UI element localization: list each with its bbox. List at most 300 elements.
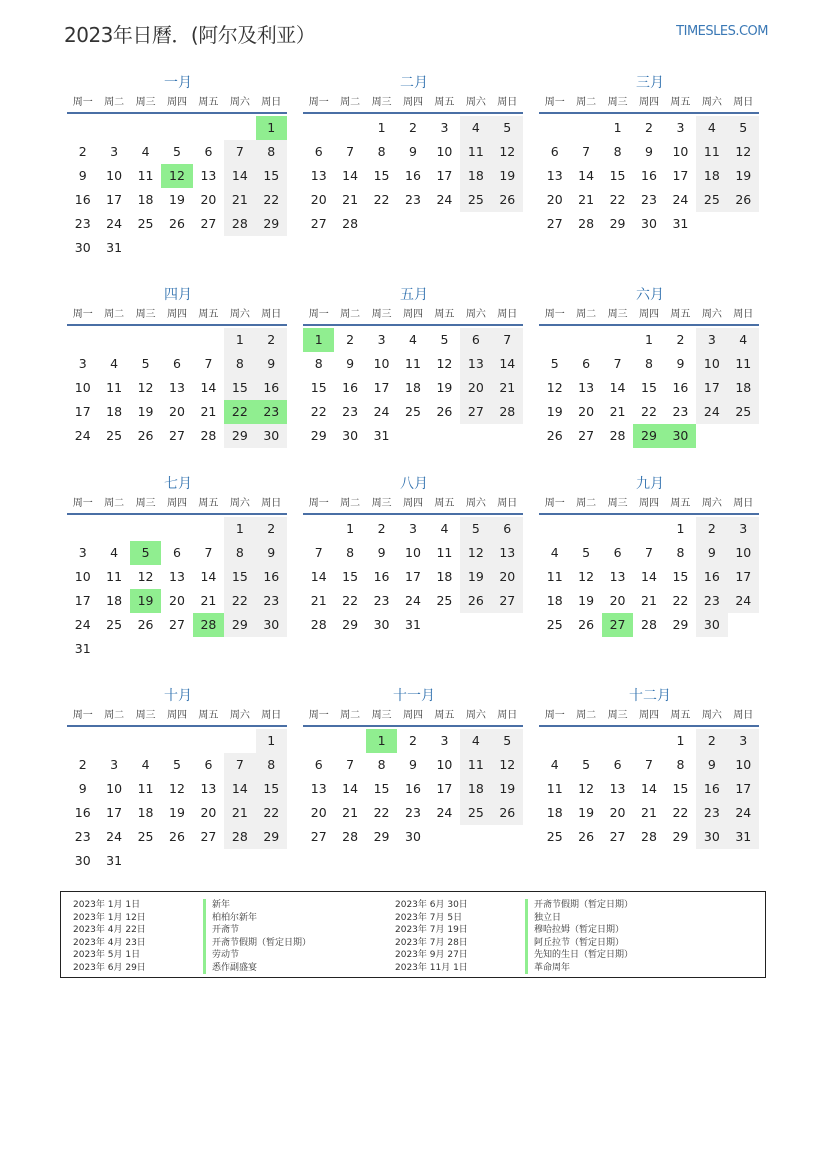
day-cell[interactable]: 19 [169,805,185,820]
day-cell[interactable]: 31 [672,216,689,231]
day-cell[interactable]: 24 [728,801,759,825]
day-cell[interactable]: 19 [546,404,563,419]
day-cell[interactable]: 17 [728,777,759,801]
day-cell[interactable]: 17 [436,781,453,796]
day-cell[interactable]: 11 [460,140,491,164]
day-cell[interactable]: 5 [173,144,181,159]
day-cell[interactable]: 30 [256,613,287,637]
day-cell[interactable]: 31 [106,240,123,255]
day-cell[interactable]: 5 [492,116,523,140]
day-cell[interactable]: 29 [672,829,689,844]
day-cell[interactable]: 6 [204,757,213,772]
day-cell[interactable]: 7 [314,545,323,560]
day-cell[interactable]: 2 [377,521,386,536]
day-cell[interactable]: 11 [460,753,491,777]
day-cell[interactable]: 8 [613,144,622,159]
day-cell[interactable]: 25 [436,593,453,608]
day-cell[interactable]: 12 [492,140,523,164]
day-cell[interactable]: 31 [373,428,390,443]
day-cell[interactable]: 19 [578,593,595,608]
day-cell[interactable]: 17 [672,168,689,183]
day-cell[interactable]: 18 [460,777,491,801]
day-cell[interactable]: 30 [74,853,91,868]
day-cell[interactable]: 22 [373,192,390,207]
day-cell[interactable]: 12 [436,356,453,371]
day-cell[interactable]: 16 [672,380,689,395]
day-cell[interactable]: 29 [342,617,359,632]
day-cell[interactable]: 29 [224,424,255,448]
day-cell[interactable]: 10 [74,569,91,584]
day-cell[interactable]: 16 [405,168,421,183]
day-cell[interactable]: 5 [582,545,591,560]
day-cell[interactable]: 25 [546,617,563,632]
day-cell[interactable]: 14 [200,569,217,584]
day-cell[interactable]: 25 [405,404,421,419]
day-cell[interactable]: 18 [106,593,123,608]
day-cell[interactable]: 22 [609,192,626,207]
day-cell[interactable]: 31 [405,617,421,632]
holiday-day-cell[interactable]: 1 [366,729,397,753]
day-cell[interactable]: 13 [169,569,185,584]
day-cell[interactable]: 27 [169,617,185,632]
day-cell[interactable]: 11 [137,781,154,796]
day-cell[interactable]: 28 [224,212,255,236]
day-cell[interactable]: 12 [578,569,595,584]
day-cell[interactable]: 14 [224,777,255,801]
day-cell[interactable]: 22 [373,805,390,820]
day-cell[interactable]: 11 [728,352,759,376]
day-cell[interactable]: 20 [310,805,327,820]
day-cell[interactable]: 24 [373,404,390,419]
day-cell[interactable]: 24 [696,400,727,424]
day-cell[interactable]: 6 [314,144,323,159]
day-cell[interactable]: 10 [106,781,123,796]
day-cell[interactable]: 9 [78,168,87,183]
day-cell[interactable]: 15 [310,380,327,395]
day-cell[interactable]: 18 [405,380,421,395]
day-cell[interactable]: 14 [492,352,523,376]
day-cell[interactable]: 11 [106,569,123,584]
day-cell[interactable]: 26 [546,428,563,443]
day-cell[interactable]: 13 [492,541,523,565]
day-cell[interactable]: 20 [200,805,217,820]
day-cell[interactable]: 2 [645,120,653,135]
day-cell[interactable]: 11 [436,545,453,560]
day-cell[interactable]: 11 [546,781,563,796]
day-cell[interactable]: 4 [110,356,119,371]
holiday-day-cell[interactable]: 5 [130,541,161,565]
day-cell[interactable]: 9 [256,352,287,376]
day-cell[interactable]: 10 [74,380,91,395]
day-cell[interactable]: 26 [578,829,595,844]
day-cell[interactable]: 7 [613,356,622,371]
day-cell[interactable]: 10 [405,545,421,560]
day-cell[interactable]: 4 [440,521,449,536]
day-cell[interactable]: 9 [409,757,417,772]
day-cell[interactable]: 14 [342,168,359,183]
day-cell[interactable]: 23 [696,589,727,613]
day-cell[interactable]: 10 [672,144,689,159]
day-cell[interactable]: 29 [609,216,626,231]
day-cell[interactable]: 27 [310,216,327,231]
holiday-day-cell[interactable]: 1 [303,328,334,352]
day-cell[interactable]: 22 [672,593,689,608]
day-cell[interactable]: 17 [106,192,123,207]
day-cell[interactable]: 25 [728,400,759,424]
day-cell[interactable]: 15 [224,565,255,589]
day-cell[interactable]: 25 [696,188,727,212]
day-cell[interactable]: 2 [676,332,685,347]
day-cell[interactable]: 15 [256,164,287,188]
holiday-day-cell[interactable]: 27 [602,613,633,637]
day-cell[interactable]: 9 [676,356,685,371]
day-cell[interactable]: 4 [728,328,759,352]
day-cell[interactable]: 24 [436,192,453,207]
day-cell[interactable]: 11 [106,380,123,395]
day-cell[interactable]: 30 [405,829,421,844]
day-cell[interactable]: 19 [460,565,491,589]
day-cell[interactable]: 12 [169,781,185,796]
day-cell[interactable]: 2 [696,729,727,753]
day-cell[interactable]: 20 [200,192,217,207]
day-cell[interactable]: 5 [173,757,181,772]
day-cell[interactable]: 30 [696,825,727,849]
day-cell[interactable]: 30 [696,613,727,637]
day-cell[interactable]: 4 [110,545,119,560]
day-cell[interactable]: 29 [256,212,287,236]
day-cell[interactable]: 1 [346,521,355,536]
day-cell[interactable]: 13 [546,168,563,183]
day-cell[interactable]: 10 [436,757,453,772]
day-cell[interactable]: 17 [106,805,123,820]
day-cell[interactable]: 13 [200,168,217,183]
day-cell[interactable]: 3 [377,332,386,347]
day-cell[interactable]: 27 [310,829,327,844]
day-cell[interactable]: 12 [728,140,759,164]
day-cell[interactable]: 6 [204,144,213,159]
day-cell[interactable]: 2 [346,332,355,347]
day-cell[interactable]: 12 [578,781,595,796]
day-cell[interactable]: 19 [728,164,759,188]
day-cell[interactable]: 2 [78,757,87,772]
day-cell[interactable]: 3 [110,757,119,772]
day-cell[interactable]: 2 [696,517,727,541]
day-cell[interactable]: 18 [137,805,154,820]
day-cell[interactable]: 8 [314,356,323,371]
day-cell[interactable]: 7 [224,753,255,777]
day-cell[interactable]: 28 [641,829,657,844]
day-cell[interactable]: 28 [342,216,359,231]
day-cell[interactable]: 26 [728,188,759,212]
day-cell[interactable]: 31 [74,641,91,656]
day-cell[interactable]: 13 [609,569,626,584]
holiday-day-cell[interactable]: 23 [256,400,287,424]
day-cell[interactable]: 22 [256,801,287,825]
day-cell[interactable]: 26 [169,216,185,231]
day-cell[interactable]: 15 [373,168,390,183]
day-cell[interactable]: 17 [436,168,453,183]
day-cell[interactable]: 28 [200,428,217,443]
day-cell[interactable]: 18 [106,404,123,419]
day-cell[interactable]: 13 [169,380,185,395]
day-cell[interactable]: 9 [409,144,417,159]
day-cell[interactable]: 10 [728,753,759,777]
day-cell[interactable]: 19 [169,192,185,207]
day-cell[interactable]: 1 [613,120,622,135]
day-cell[interactable]: 10 [436,144,453,159]
day-cell[interactable]: 1 [256,729,287,753]
day-cell[interactable]: 21 [342,805,359,820]
day-cell[interactable]: 9 [256,541,287,565]
day-cell[interactable]: 20 [546,192,563,207]
day-cell[interactable]: 25 [137,216,154,231]
day-cell[interactable]: 24 [74,617,91,632]
day-cell[interactable]: 24 [74,428,91,443]
day-cell[interactable]: 26 [460,589,491,613]
day-cell[interactable]: 28 [310,617,327,632]
day-cell[interactable]: 29 [224,613,255,637]
day-cell[interactable]: 6 [582,356,591,371]
day-cell[interactable]: 13 [310,168,327,183]
day-cell[interactable]: 5 [440,332,449,347]
day-cell[interactable]: 27 [492,589,523,613]
day-cell[interactable]: 28 [224,825,255,849]
day-cell[interactable]: 20 [609,805,626,820]
day-cell[interactable]: 6 [492,517,523,541]
day-cell[interactable]: 16 [256,376,287,400]
day-cell[interactable]: 11 [696,140,727,164]
day-cell[interactable]: 14 [310,569,327,584]
day-cell[interactable]: 10 [728,541,759,565]
holiday-day-cell[interactable]: 12 [161,164,192,188]
day-cell[interactable]: 21 [641,805,657,820]
day-cell[interactable]: 27 [200,829,217,844]
day-cell[interactable]: 3 [676,120,685,135]
day-cell[interactable]: 6 [613,757,622,772]
day-cell[interactable]: 19 [578,805,595,820]
day-cell[interactable]: 14 [641,781,657,796]
holiday-day-cell[interactable]: 29 [633,424,664,448]
day-cell[interactable]: 22 [672,805,689,820]
day-cell[interactable]: 15 [672,781,689,796]
day-cell[interactable]: 18 [436,569,453,584]
day-cell[interactable]: 16 [405,781,421,796]
day-cell[interactable]: 2 [256,328,287,352]
day-cell[interactable]: 19 [492,164,523,188]
day-cell[interactable]: 7 [224,140,255,164]
day-cell[interactable]: 23 [641,192,657,207]
day-cell[interactable]: 3 [78,356,87,371]
day-cell[interactable]: 1 [377,120,386,135]
day-cell[interactable]: 12 [460,541,491,565]
day-cell[interactable]: 16 [696,777,727,801]
day-cell[interactable]: 9 [645,144,653,159]
day-cell[interactable]: 23 [74,829,91,844]
day-cell[interactable]: 25 [106,428,123,443]
day-cell[interactable]: 22 [224,589,255,613]
day-cell[interactable]: 10 [696,352,727,376]
day-cell[interactable]: 14 [641,569,657,584]
day-cell[interactable]: 17 [728,565,759,589]
day-cell[interactable]: 4 [460,729,491,753]
day-cell[interactable]: 17 [74,593,91,608]
day-cell[interactable]: 12 [546,380,563,395]
day-cell[interactable]: 7 [582,144,591,159]
day-cell[interactable]: 6 [173,356,181,371]
day-cell[interactable]: 20 [609,593,626,608]
day-cell[interactable]: 14 [609,380,626,395]
day-cell[interactable]: 24 [106,216,123,231]
day-cell[interactable]: 16 [696,565,727,589]
day-cell[interactable]: 6 [613,545,622,560]
day-cell[interactable]: 18 [546,805,563,820]
day-cell[interactable]: 7 [645,545,653,560]
holiday-day-cell[interactable]: 1 [256,116,287,140]
day-cell[interactable]: 19 [436,380,453,395]
day-cell[interactable]: 15 [256,777,287,801]
day-cell[interactable]: 26 [137,428,154,443]
day-cell[interactable]: 27 [546,216,563,231]
day-cell[interactable]: 6 [314,757,323,772]
day-cell[interactable]: 20 [169,404,185,419]
day-cell[interactable]: 21 [310,593,327,608]
day-cell[interactable]: 5 [582,757,591,772]
day-cell[interactable]: 8 [377,144,386,159]
day-cell[interactable]: 2 [409,733,417,748]
day-cell[interactable]: 8 [224,541,255,565]
holiday-day-cell[interactable]: 28 [193,613,224,637]
day-cell[interactable]: 30 [256,424,287,448]
day-cell[interactable]: 25 [460,801,491,825]
day-cell[interactable]: 27 [169,428,185,443]
day-cell[interactable]: 15 [609,168,626,183]
day-cell[interactable]: 3 [696,328,727,352]
day-cell[interactable]: 26 [169,829,185,844]
day-cell[interactable]: 18 [696,164,727,188]
day-cell[interactable]: 8 [377,757,386,772]
day-cell[interactable]: 16 [373,569,390,584]
day-cell[interactable]: 21 [224,188,255,212]
day-cell[interactable]: 30 [74,240,91,255]
day-cell[interactable]: 30 [342,428,359,443]
day-cell[interactable]: 13 [310,781,327,796]
day-cell[interactable]: 17 [696,376,727,400]
day-cell[interactable]: 21 [200,593,217,608]
day-cell[interactable]: 3 [440,120,449,135]
day-cell[interactable]: 5 [460,517,491,541]
day-cell[interactable]: 26 [492,188,523,212]
day-cell[interactable]: 12 [492,753,523,777]
day-cell[interactable]: 14 [200,380,217,395]
day-cell[interactable]: 27 [460,400,491,424]
day-cell[interactable]: 8 [224,352,255,376]
day-cell[interactable]: 20 [169,593,185,608]
day-cell[interactable]: 14 [578,168,595,183]
day-cell[interactable]: 27 [578,428,595,443]
day-cell[interactable]: 12 [137,569,154,584]
day-cell[interactable]: 29 [672,617,689,632]
day-cell[interactable]: 4 [409,332,417,347]
day-cell[interactable]: 8 [676,545,685,560]
day-cell[interactable]: 2 [256,517,287,541]
day-cell[interactable]: 8 [645,356,653,371]
day-cell[interactable]: 24 [728,589,759,613]
day-cell[interactable]: 16 [256,565,287,589]
day-cell[interactable]: 27 [200,216,217,231]
brand-link[interactable]: TIMESLES.COM [676,24,768,39]
day-cell[interactable]: 5 [492,729,523,753]
day-cell[interactable]: 5 [728,116,759,140]
day-cell[interactable]: 9 [346,356,355,371]
day-cell[interactable]: 1 [224,328,255,352]
day-cell[interactable]: 26 [578,617,595,632]
day-cell[interactable]: 22 [310,404,327,419]
day-cell[interactable]: 23 [405,192,421,207]
day-cell[interactable]: 3 [409,521,417,536]
day-cell[interactable]: 1 [676,733,685,748]
day-cell[interactable]: 29 [310,428,327,443]
day-cell[interactable]: 30 [641,216,657,231]
day-cell[interactable]: 9 [377,545,386,560]
day-cell[interactable]: 24 [672,192,689,207]
day-cell[interactable]: 18 [728,376,759,400]
day-cell[interactable]: 13 [200,781,217,796]
day-cell[interactable]: 1 [645,332,653,347]
day-cell[interactable]: 7 [204,356,213,371]
day-cell[interactable]: 5 [141,356,150,371]
day-cell[interactable]: 5 [550,356,559,371]
day-cell[interactable]: 28 [492,400,523,424]
day-cell[interactable]: 17 [373,380,390,395]
day-cell[interactable]: 20 [492,565,523,589]
day-cell[interactable]: 15 [641,380,657,395]
day-cell[interactable]: 4 [141,757,150,772]
day-cell[interactable]: 25 [106,617,123,632]
day-cell[interactable]: 29 [373,829,390,844]
holiday-day-cell[interactable]: 30 [665,424,696,448]
day-cell[interactable]: 18 [460,164,491,188]
day-cell[interactable]: 21 [641,593,657,608]
day-cell[interactable]: 11 [405,356,421,371]
day-cell[interactable]: 21 [609,404,626,419]
day-cell[interactable]: 28 [609,428,626,443]
day-cell[interactable]: 31 [728,825,759,849]
day-cell[interactable]: 8 [256,753,287,777]
day-cell[interactable]: 13 [460,352,491,376]
day-cell[interactable]: 7 [492,328,523,352]
day-cell[interactable]: 25 [460,188,491,212]
day-cell[interactable]: 3 [440,733,449,748]
day-cell[interactable]: 15 [342,569,359,584]
day-cell[interactable]: 24 [106,829,123,844]
day-cell[interactable]: 17 [74,404,91,419]
day-cell[interactable]: 19 [137,404,154,419]
day-cell[interactable]: 1 [676,521,685,536]
day-cell[interactable]: 15 [373,781,390,796]
day-cell[interactable]: 7 [346,757,355,772]
day-cell[interactable]: 16 [641,168,657,183]
day-cell[interactable]: 23 [256,589,287,613]
day-cell[interactable]: 23 [74,216,91,231]
day-cell[interactable]: 4 [550,545,559,560]
day-cell[interactable]: 21 [224,801,255,825]
day-cell[interactable]: 2 [78,144,87,159]
day-cell[interactable]: 10 [373,356,390,371]
day-cell[interactable]: 16 [342,380,359,395]
day-cell[interactable]: 4 [696,116,727,140]
day-cell[interactable]: 11 [546,569,563,584]
day-cell[interactable]: 21 [342,192,359,207]
